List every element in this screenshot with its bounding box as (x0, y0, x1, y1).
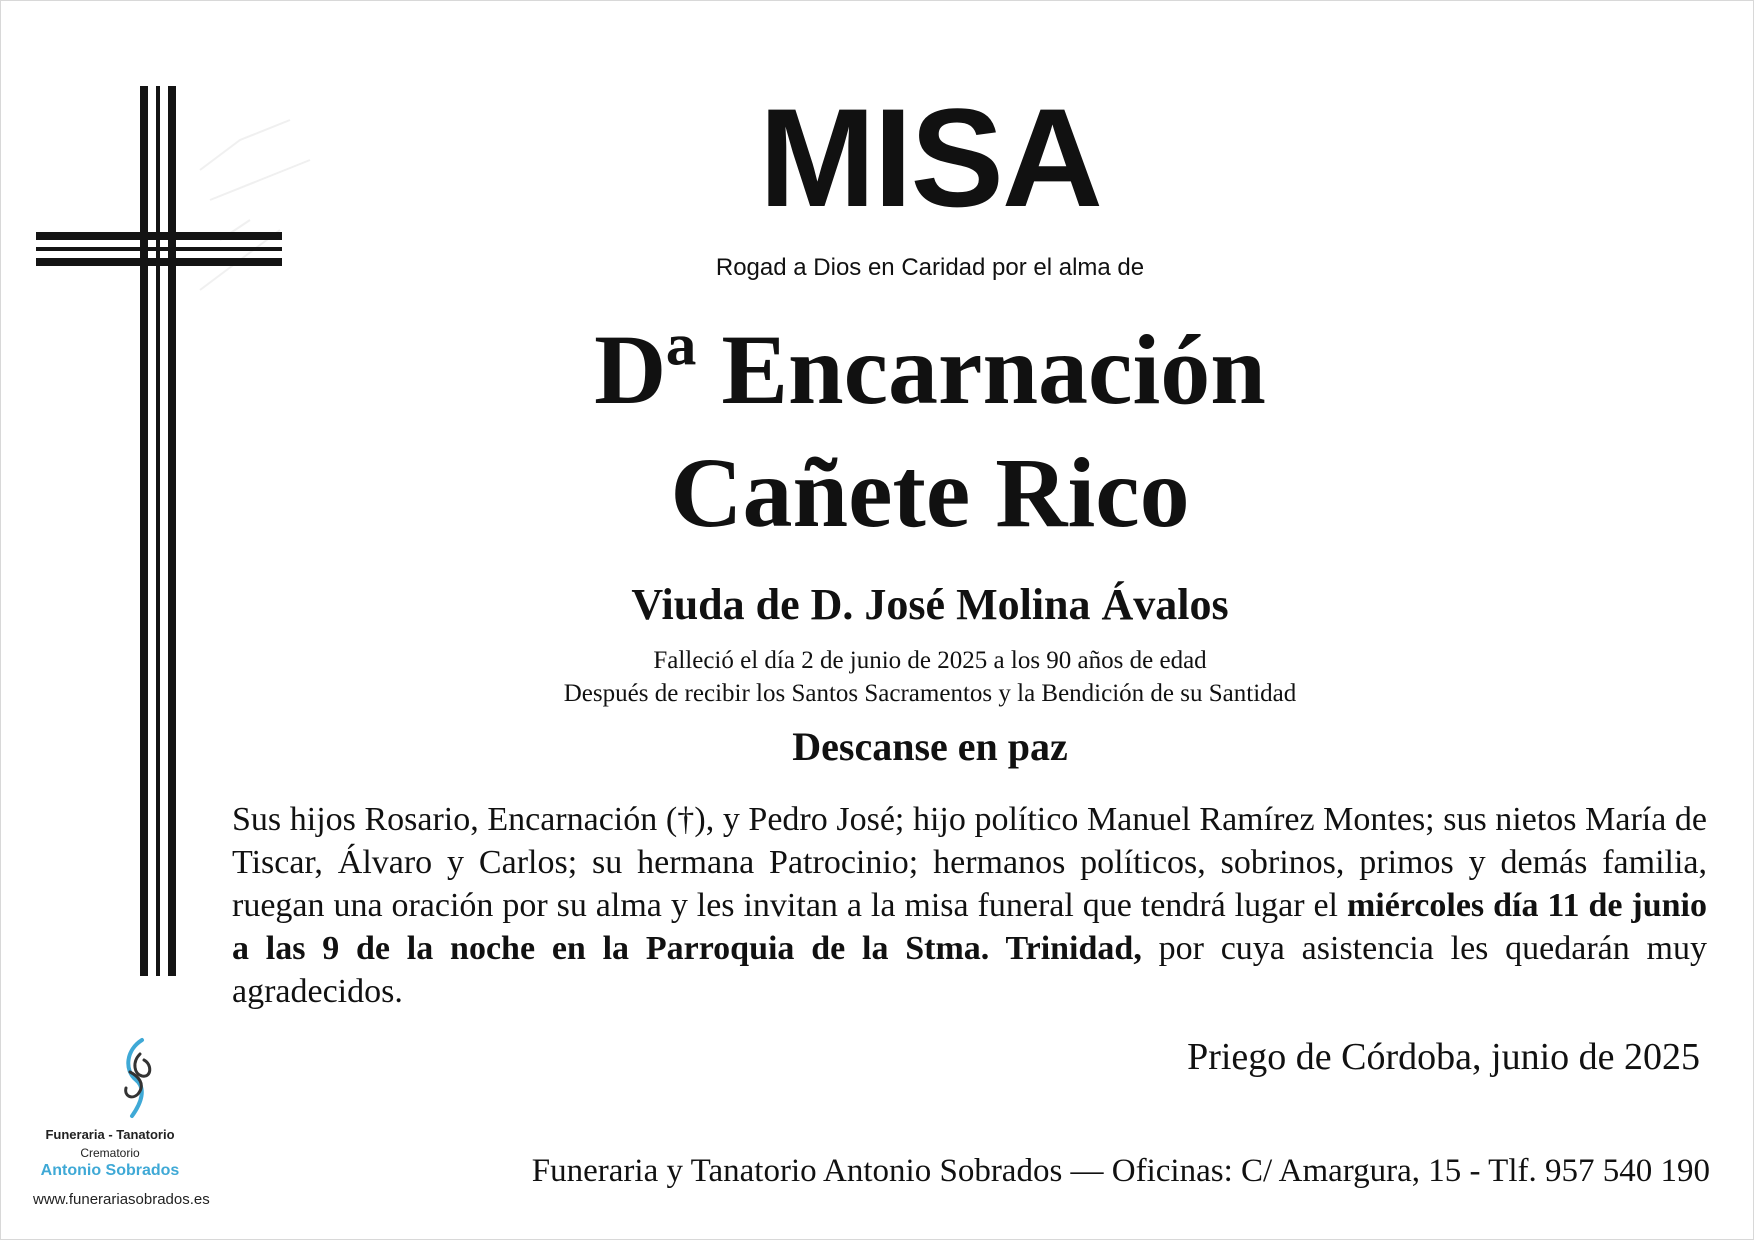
prayer-line: Rogad a Dios en Caridad por el alma de (715, 254, 1145, 281)
logo-line-crematorio: Crematorio (80, 1146, 140, 1160)
website-link[interactable]: www.funerariasobrados.es (33, 1191, 210, 1208)
mass-details: miércoles día 11 de junio a las 9 de la noche en la Parroquia de la Stma. Trinidad, (232, 887, 1707, 967)
logo-line-name: Antonio Sobrados (40, 1162, 180, 1179)
page-title: MISA (759, 79, 1101, 236)
rest-in-peace: Descanse en paz (792, 724, 1068, 769)
widow-of: Viuda de D. José Molina Ávalos (631, 580, 1229, 629)
death-info: Falleció el día 2 de junio de 2025 a los 90 años de edad (653, 647, 1207, 674)
footer-contact: Funeraria y Tanatorio Antonio Sobrados — Oficinas: C/ Amargura, 15 - Tlf. 957 540 190 (531, 1153, 1710, 1189)
family-message-part1: Sus hijos Rosario, Encarnación (†), y Pedro José; hijo político Manuel Ramírez Montes; sus nietos María de Tiscar, Álvaro y Carlos; su hermana Patrocinio; hermanos políticos, sobrinos, primos y demás familia, ruegan una oración por su alma y les invitan a la misa funeral que tendrá lugar el (232, 801, 1707, 924)
deceased-name-line2: Cañete Rico (670, 437, 1190, 548)
family-message-part2: por cuya asistencia les quedarán muy agradecidos. (232, 930, 1708, 1010)
logo-mark-icon (112, 1036, 162, 1122)
sacraments-line: Después de recibir los Santos Sacramentos y la Bendición de su Santidad (563, 680, 1297, 707)
deceased-name-line1: Dª Encarnación (594, 314, 1266, 425)
logo-line-funeraria: Funeraria - Tanatorio (45, 1127, 175, 1142)
family-message (232, 798, 1707, 1013)
place-date: Priego de Córdoba, junio de 2025 (1187, 1036, 1700, 1078)
